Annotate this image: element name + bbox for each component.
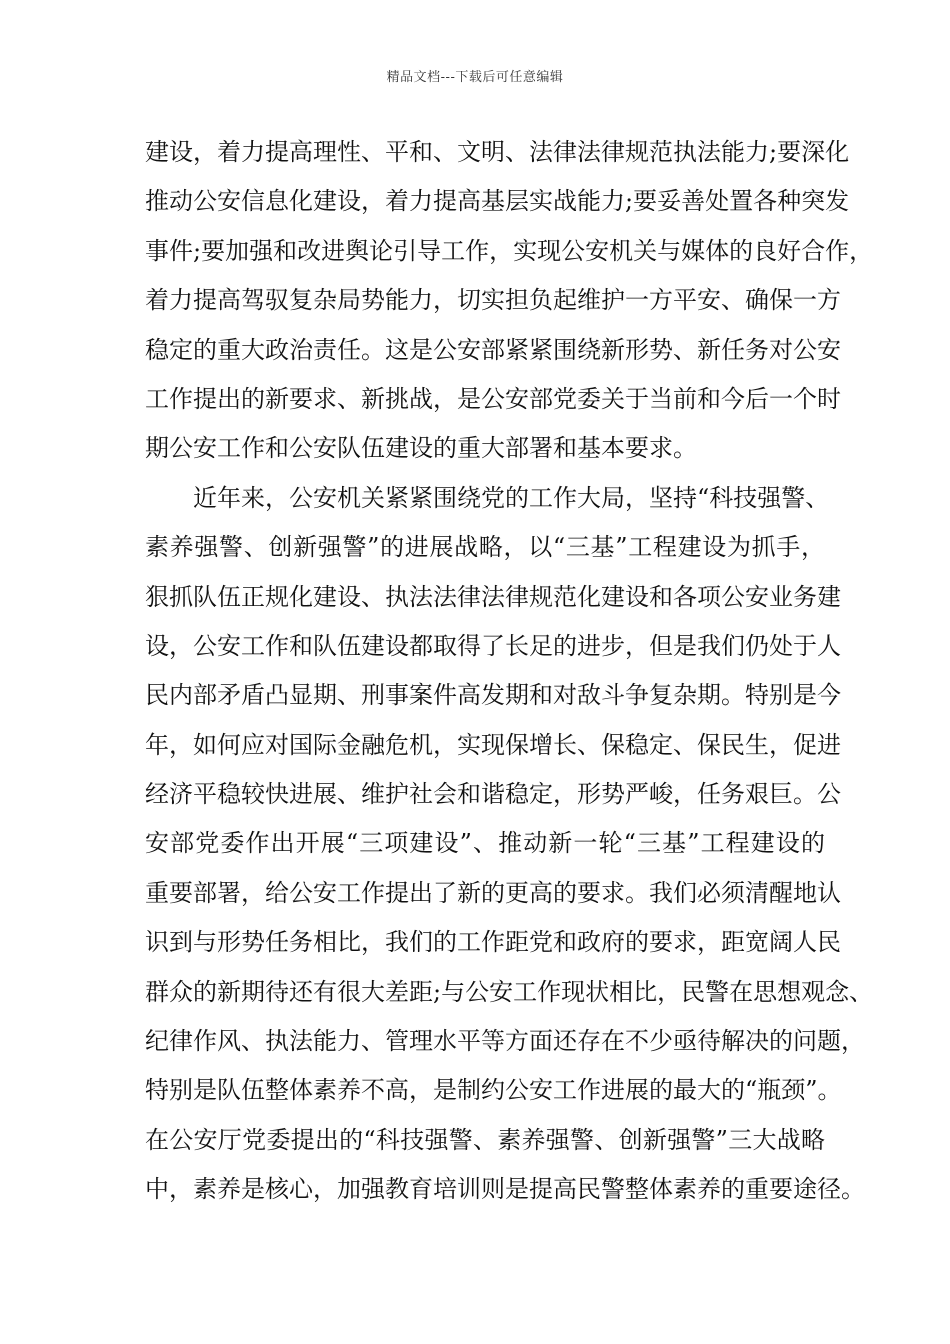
text-line: 期公安工作和公安队伍建设的重大部署和基本要求。 bbox=[145, 434, 697, 463]
text-line: 民内部矛盾凸显期、刑事案件高发期和对敌斗争复杂期。特别是今 bbox=[145, 681, 841, 710]
text-line: 素养强警、创新强警”的进展战略，以“三基”工程建设为抓手， bbox=[145, 533, 825, 562]
text-line: 中，素养是核心，加强教育培训则是提高民警整体素养的重要途径。 bbox=[145, 1175, 865, 1204]
text-line: 近年来，公安机关紧紧围绕党的工作大局，坚持“科技强警、 bbox=[193, 483, 830, 512]
document-body bbox=[145, 132, 874, 1219]
text-line: 事件;要加强和改进舆论引导工作，实现公安机关与媒体的良好合作， bbox=[145, 236, 874, 265]
page-header: 精品文档---下载后可任意编辑 bbox=[386, 70, 564, 85]
text-line: 经济平稳较快进展、维护社会和谐稳定，形势严峻，任务艰巨。公 bbox=[145, 780, 841, 809]
text-line: 狠抓队伍正规化建设、执法法律法律规范化建设和各项公安业务建 bbox=[145, 582, 841, 611]
text-line: 群众的新期待还有很大差距;与公安工作现状相比，民警在思想观念、 bbox=[145, 977, 874, 1006]
text-line: 在公安厅党委提出的“科技强警、素养强警、创新强警”三大战略 bbox=[145, 1125, 825, 1154]
text-line: 重要部署，给公安工作提出了新的更高的要求。我们必须清醒地认 bbox=[145, 878, 841, 907]
text-line: 稳定的重大政治责任。这是公安部紧紧围绕新形势、新任务对公安 bbox=[145, 335, 841, 364]
text-line: 推动公安信息化建设，着力提高基层实战能力;要妥善处置各种突发 bbox=[145, 187, 850, 216]
text-line: 特别是队伍整体素养不高，是制约公安工作进展的最大的“瓶颈”。 bbox=[145, 1076, 842, 1105]
text-line: 年，如何应对国际金融危机，实现保增长、保稳定、保民生，促进 bbox=[145, 730, 841, 759]
text-line: 设，公安工作和队伍建设都取得了长足的进步，但是我们仍处于人 bbox=[145, 631, 841, 660]
text-line: 工作提出的新要求、新挑战，是公安部党委关于当前和今后一个时 bbox=[145, 384, 841, 413]
text-line: 纪律作风、执法能力、管理水平等方面还存在不少亟待解决的问题， bbox=[145, 1027, 865, 1056]
text-line: 着力提高驾驭复杂局势能力，切实担负起维护一方平安、确保一方 bbox=[145, 286, 841, 315]
text-line: 建设，着力提高理性、平和、文明、法律法律规范执法能力;要深化 bbox=[145, 138, 850, 166]
text-line: 安部党委作出开展“三项建设”、推动新一轮“三基”工程建设的 bbox=[145, 829, 825, 858]
text-line: 识到与形势任务相比，我们的工作距党和政府的要求，距宽阔人民 bbox=[145, 928, 841, 957]
